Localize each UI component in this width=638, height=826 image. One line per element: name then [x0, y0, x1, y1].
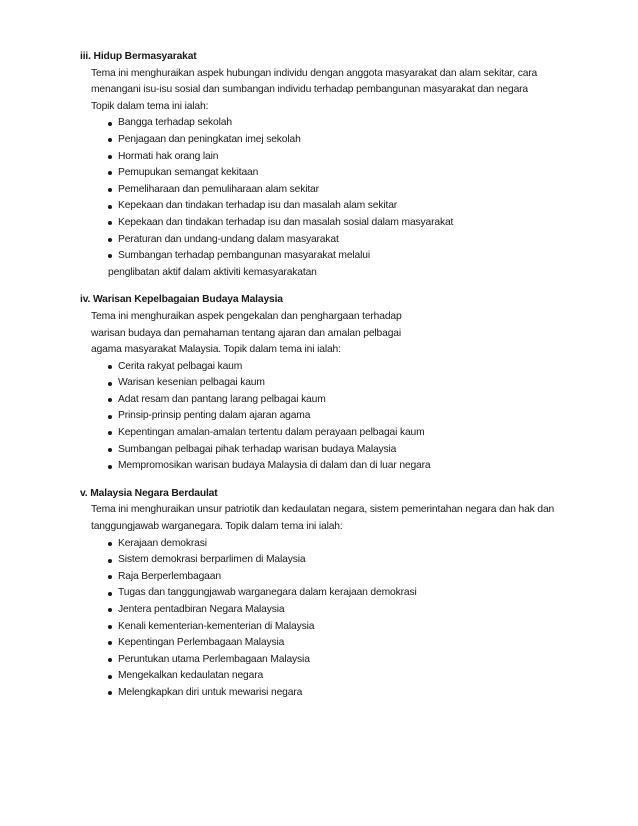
topic-text: Kepekaan dan tindakan terhadap isu dan masalah sosial dalam masyarakat — [118, 216, 454, 228]
bullet-icon — [108, 542, 112, 546]
topic-text: Tugas dan tanggungjawab warganegara dalam kerajaan demokrasi — [118, 587, 417, 599]
topic-text: Sumbangan terhadap pembangunan masyarakat melalui — [118, 250, 370, 262]
paragraph-line: warisan budaya dan pemahaman tentang ajaran dan amalan pelbagai — [91, 327, 401, 339]
topic-item — [108, 359, 638, 376]
bullet-icon — [108, 205, 112, 209]
topic-item — [108, 149, 638, 166]
topic-item — [108, 182, 638, 199]
section-heading: v. Malaysia Negara Berdaulat — [80, 487, 218, 499]
bullet-icon — [108, 559, 112, 563]
bullet-icon — [108, 592, 112, 596]
topic-text: Bangga terhadap sekolah — [118, 117, 232, 129]
paragraph-line: Topik dalam tema ini ialah: — [91, 100, 209, 112]
topic-item — [108, 248, 638, 281]
bullet-icon — [108, 382, 112, 386]
bullet-icon — [108, 658, 112, 662]
topic-item — [108, 375, 638, 392]
topic-item — [108, 458, 638, 475]
topic-text: Adat resam dan pantang larang pelbagai kaum — [118, 393, 326, 405]
topic-item — [108, 668, 638, 685]
bullet-icon — [108, 238, 112, 242]
paragraph-line: agama masyarakat Malaysia. Topik dalam tema ini ialah: — [91, 344, 341, 356]
topic-text: Cerita rakyat pelbagai kaum — [118, 360, 243, 372]
bullet-icon — [108, 398, 112, 402]
topic-text: Mempromosikan warisan budaya Malaysia di dalam dan di luar negara — [118, 460, 431, 472]
bullet-icon — [108, 221, 112, 225]
bullet-icon — [108, 641, 112, 645]
topic-text: Peruntukan utama Perlembagaan Malaysia — [118, 653, 310, 665]
topic-item — [108, 165, 638, 182]
topic-item — [108, 652, 638, 669]
bullet-icon — [108, 575, 112, 579]
topic-text: Sumbangan pelbagai pihak terhadap warisan budaya Malaysia — [118, 443, 397, 455]
bullet-icon — [108, 691, 112, 695]
topic-item — [108, 635, 638, 652]
bullet-icon — [108, 608, 112, 612]
topic-item — [108, 552, 638, 569]
topic-item — [108, 536, 638, 553]
topic-text: Kerajaan demokrasi — [118, 537, 207, 549]
bullet-icon — [108, 365, 112, 369]
section-paragraph — [91, 66, 638, 116]
topic-text: Kenali kementerian-kementerian di Malaysia — [118, 620, 315, 632]
topic-item — [108, 198, 638, 215]
bullet-icon — [108, 171, 112, 175]
topic-text: Sistem demokrasi berparlimen di Malaysia — [118, 554, 306, 566]
topic-list — [108, 359, 638, 475]
paragraph-line: Tema ini menghuraikan unsur patriotik dan kedaulatan negara, sistem pemerintahan negara dan hak dan — [91, 504, 555, 516]
topic-item — [108, 425, 638, 442]
bullet-icon — [108, 625, 112, 629]
topic-text: Kepentingan Perlembagaan Malaysia — [118, 637, 285, 649]
bullet-icon — [108, 675, 112, 679]
topic-item — [108, 408, 638, 425]
bullet-icon — [108, 155, 112, 159]
topic-item — [108, 442, 638, 459]
topic-item — [108, 602, 638, 619]
topic-list — [108, 536, 638, 702]
topic-text: Pemeliharaan dan pemuliharaan alam sekitar — [118, 183, 319, 195]
topic-text: Hormati hak orang lain — [118, 150, 219, 162]
topic-item — [108, 685, 638, 702]
topic-text: Penjagaan dan peningkatan imej sekolah — [118, 133, 301, 145]
bullet-icon — [108, 122, 112, 126]
topic-text: Prinsip-prinsip penting dalam ajaran agama — [118, 410, 311, 422]
section-heading: iv. Warisan Kepelbagaian Budaya Malaysia — [80, 294, 283, 306]
bullet-icon — [108, 448, 112, 452]
topic-item — [108, 569, 638, 586]
section-hidup-bermasyarakat — [80, 49, 638, 281]
topic-item — [108, 132, 638, 149]
bullet-icon — [108, 415, 112, 419]
section-heading: iii. Hidup Bermasyarakat — [80, 51, 197, 62]
topic-item — [108, 215, 638, 232]
section-paragraph — [91, 502, 638, 535]
topic-item — [108, 115, 638, 132]
topic-text: Mengekalkan kedaulatan negara — [118, 670, 264, 682]
topic-text: Jentera pentadbiran Negara Malaysia — [118, 604, 285, 615]
topic-list — [108, 115, 638, 281]
topic-item — [108, 392, 638, 409]
section-malaysia-negara-berdaulat — [80, 486, 638, 702]
topic-text: Raja Berperlembagaan — [118, 570, 221, 582]
topic-text: Peraturan dan undang-undang dalam masyarakat — [118, 233, 339, 245]
topic-text: Kepekaan dan tindakan terhadap isu dan masalah alam sekitar — [118, 200, 398, 212]
topic-item — [108, 232, 638, 249]
paragraph-line: menangani isu-isu sosial dan sumbangan individu terhadap pembangunan masyarakat dan negara — [91, 84, 529, 96]
bullet-icon — [108, 138, 112, 142]
topic-text: Warisan kesenian pelbagai kaum — [118, 377, 265, 389]
bullet-icon — [108, 188, 112, 192]
paragraph-line: Tema ini menghuraikan aspek hubungan individu dengan anggota masyarakat dan alam sekitar, cara — [91, 67, 538, 79]
paragraph-line: tanggungjawab warganegara. Topik dalam tema ini ialah: — [91, 521, 343, 533]
bullet-icon — [108, 431, 112, 435]
topic-text-continuation: penglibatan aktif dalam aktiviti kemasyarakatan — [108, 266, 317, 278]
bullet-icon — [108, 465, 112, 469]
paragraph-line: Tema ini menghuraikan aspek pengekalan dan penghargaan terhadap — [91, 310, 402, 322]
topic-text: Pemupukan semangat kekitaan — [118, 167, 259, 179]
section-paragraph — [91, 309, 638, 359]
topic-text: Kepentingan amalan-amalan tertentu dalam perayaan pelbagai kaum — [118, 427, 425, 439]
topic-item — [108, 619, 638, 636]
section-warisan-kepelbagaian-budaya — [80, 292, 638, 475]
bullet-icon — [108, 254, 112, 258]
topic-text: Melengkapkan diri untuk mewarisi negara — [118, 686, 303, 698]
topic-item — [108, 585, 638, 602]
